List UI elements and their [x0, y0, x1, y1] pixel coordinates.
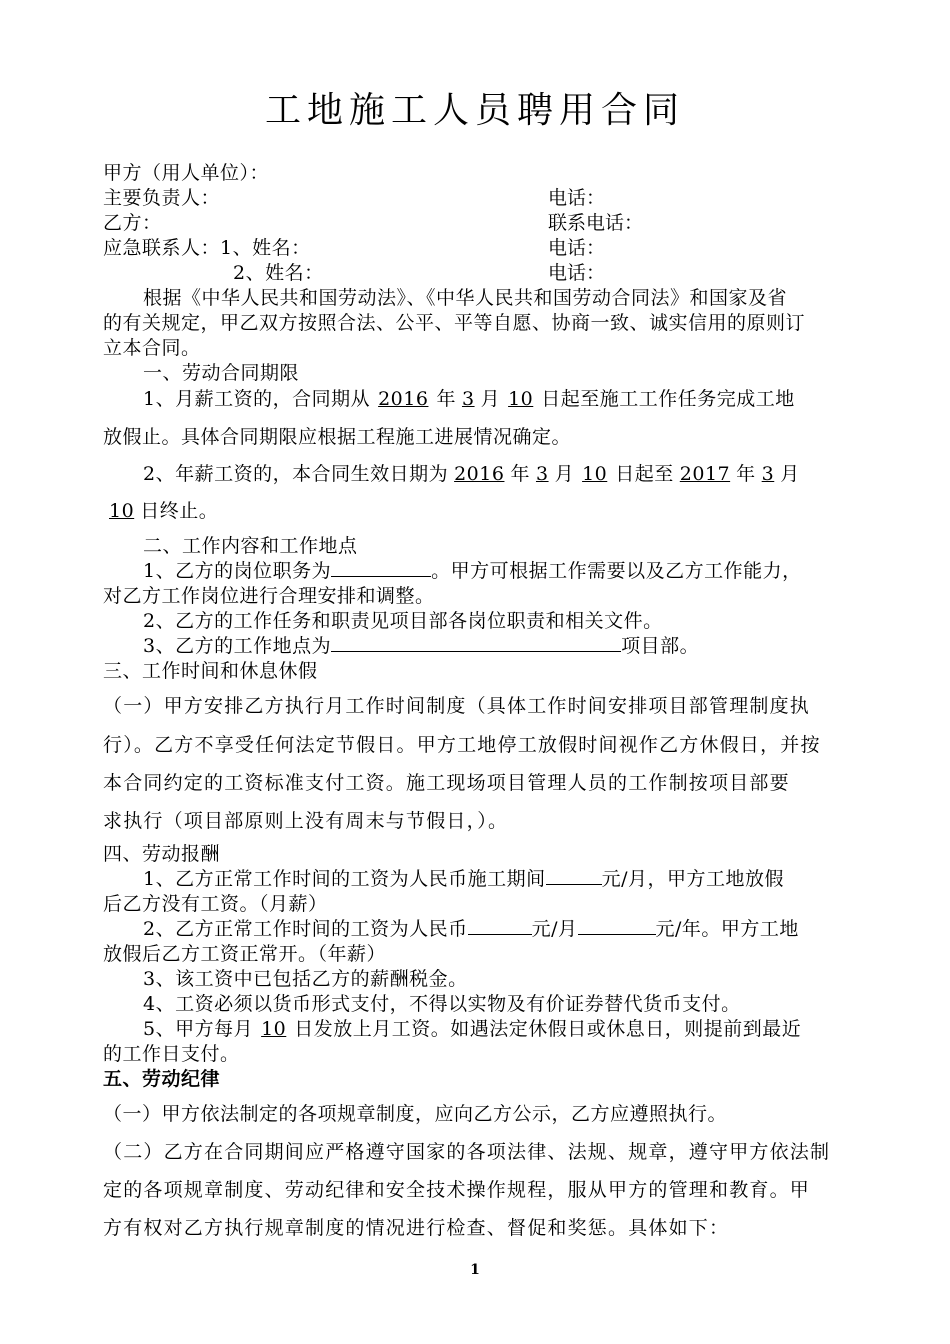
section-2-para-3: 3、乙方的工作地点为 项目部。 [143, 635, 700, 657]
party-b-label: 乙方： [103, 212, 162, 234]
section-3-line-1: （一）甲方安排乙方执行月工作时间制度（具体工作时间安排项目部管理制度执 [103, 695, 811, 717]
document-title: 工地施工人员聘用合同 [264, 90, 685, 131]
intro-line-3: 立本合同。 [103, 337, 201, 359]
work-location-blank [331, 633, 621, 652]
section-2-heading: 二、工作内容和工作地点 [143, 535, 358, 557]
emergency-contact-1-phone-label: 电话： [548, 237, 606, 259]
section-1-para-1: 1、月薪工资的，合同期从 2016 年 3 月 10 日起至施工工作任务完成工地 [143, 388, 795, 410]
page-number: 1 [470, 1262, 480, 1278]
pay-day-field: 10 [261, 1018, 287, 1040]
emergency-contact-1-label: 应急联系人：1、姓名： [103, 237, 311, 259]
annual-start-day-field: 10 [582, 463, 608, 485]
annual-wage-blank [578, 916, 656, 935]
section-1-para-2-line-2: 10 日终止。 [103, 498, 218, 524]
section-1-para-1-line-2: 放假止。具体合同期限应根据工程施工进展情况确定。 [103, 426, 572, 448]
section-2-para-2: 2、乙方的工作任务和职责见项目部各岗位职责和相关文件。 [143, 610, 663, 632]
section-4-para-1: 1、乙方正常工作时间的工资为人民币施工期间 元/月，甲方工地放假 [143, 868, 784, 890]
intro-line-1: 根据《中华人民共和国劳动法》、《中华人民共和国劳动合同法》和国家及省 [143, 287, 788, 309]
annual-end-year-field: 2017 [679, 463, 731, 485]
section-5-para-2-line-1: （二）乙方在合同期间应严格遵守国家的各项法律、法规、规章，遵守甲方依法制 [103, 1141, 831, 1163]
annual-end-day-field: 10 [109, 500, 135, 522]
annual-end-month-field: 3 [761, 463, 775, 485]
section-4-heading: 四、劳动报酬 [103, 843, 221, 865]
monthly-wage-blank [546, 866, 602, 885]
section-1-heading: 一、劳动合同期限 [143, 362, 300, 384]
section-3-heading: 三、工作时间和休息休假 [103, 660, 318, 682]
annual-monthly-wage-blank [468, 916, 532, 935]
section-3-line-3: 本合同约定的工资标准支付工资。施工现场项目管理人员的工作制按项目部要 [103, 772, 790, 794]
position-blank [331, 558, 431, 577]
section-5-heading: 五、劳动纪律 [103, 1068, 221, 1090]
section-4-para-2-line-2: 放假后乙方工资正常开。（年薪） [103, 943, 387, 965]
section-5-para-2-line-3: 方有权对乙方执行规章制度的情况进行检查、督促和奖惩。具体如下： [103, 1217, 730, 1239]
annual-start-month-field: 3 [535, 463, 549, 485]
section-4-para-5-line-2: 的工作日支付。 [103, 1043, 240, 1065]
principal-phone-label: 电话： [548, 187, 606, 209]
section-3-line-2: 行）。乙方不享受任何法定节假日。甲方工地停工放假时间视作乙方休假日，并按 [103, 734, 821, 756]
section-4-para-3: 3、该工资中已包括乙方的薪酬税金。 [143, 968, 468, 990]
section-5-para-1: （一）甲方依法制定的各项规章制度，应向乙方公示，乙方应遵照执行。 [103, 1103, 728, 1125]
section-4-para-5: 5、甲方每月 10 日发放上月工资。如遇法定休假日或休息日，则提前到最近 [143, 1018, 802, 1040]
section-4-para-1-line-2: 后乙方没有工资。（月薪） [103, 893, 328, 915]
intro-line-2: 的有关规定，甲乙双方按照合法、公平、平等自愿、协商一致、诚实信用的原则订 [103, 312, 806, 334]
principal-label: 主要负责人： [103, 187, 221, 209]
emergency-contact-2-label: 2、姓名： [233, 262, 324, 284]
section-4-para-4: 4、工资必须以货币形式支付，不得以实物及有价证券替代货币支付。 [143, 993, 741, 1015]
party-b-contact-phone-label: 联系电话： [548, 212, 644, 234]
party-a-label: 甲方（用人单位）： [103, 162, 270, 184]
start-year-field: 2016 [378, 388, 429, 410]
section-5-para-2-line-2: 定的各项规章制度、劳动纪律和安全技术操作规程，服从甲方的管理和教育。甲 [103, 1179, 811, 1201]
section-4-para-2: 2、乙方正常工作时间的工资为人民币 元/月 元/年。甲方工地 [143, 918, 799, 940]
start-month-field: 3 [461, 388, 475, 410]
start-day-field: 10 [508, 388, 534, 410]
section-2-para-1: 1、乙方的岗位职务为 。甲方可根据工作需要以及乙方工作能力， [143, 560, 802, 582]
section-2-para-1-line-2: 对乙方工作岗位进行合理安排和调整。 [103, 585, 435, 607]
section-3-line-4: 求执行（项目部原则上没有周末与节假日，）。 [103, 810, 509, 832]
emergency-contact-2-phone-label: 电话： [548, 262, 606, 284]
section-1-para-2: 2、年薪工资的，本合同生效日期为 2016 年 3 月 10 日起至 2017 年 3 月 [143, 463, 800, 485]
annual-start-year-field: 2016 [454, 463, 505, 485]
